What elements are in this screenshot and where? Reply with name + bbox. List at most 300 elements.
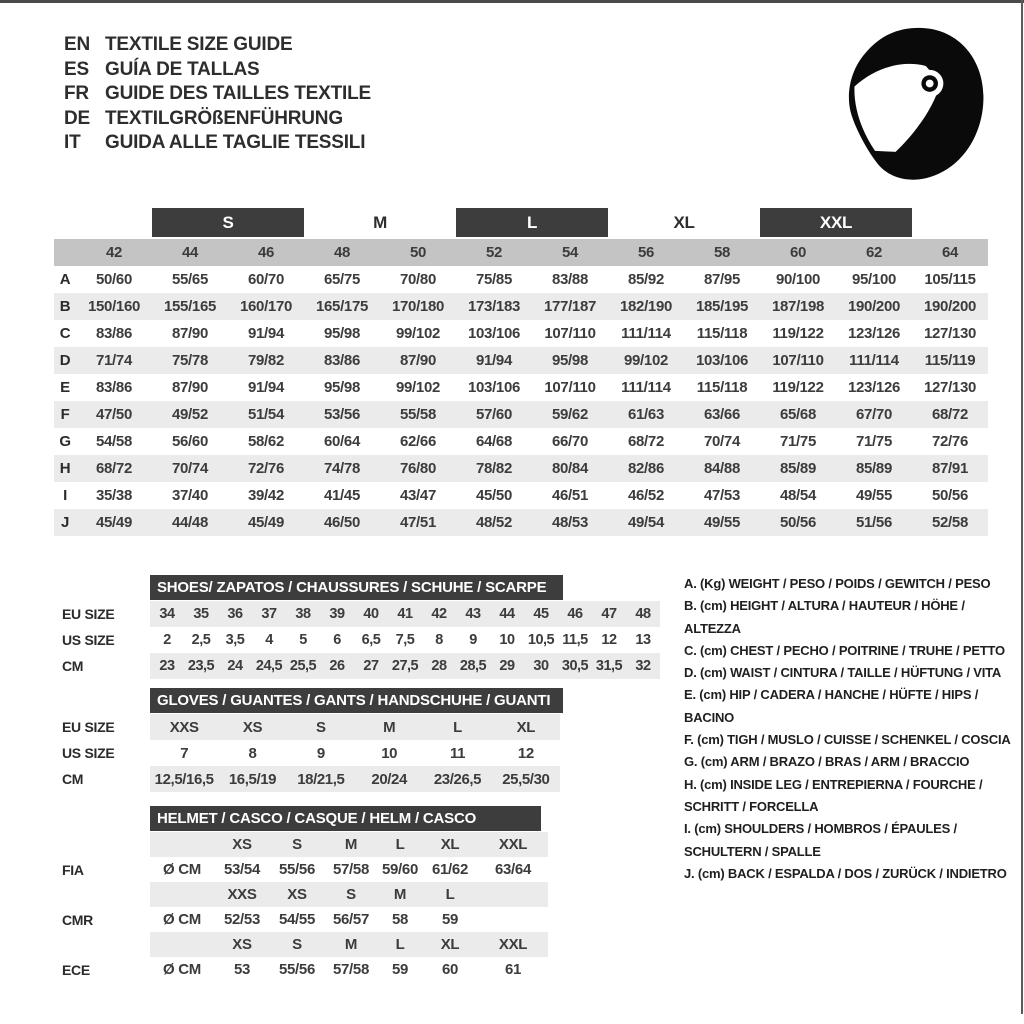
size-value: 85/92 [627, 271, 665, 288]
size-value: 119/122 [772, 379, 824, 396]
size-column-header: 52 [485, 244, 503, 261]
size-column-header: 56 [637, 244, 655, 261]
value-cell: 29 [499, 658, 515, 674]
value-cell: 25,5 [289, 658, 317, 674]
value-cell: 42 [431, 606, 447, 622]
helmet-size-header: XXL [498, 936, 528, 953]
shoes-table-rows [62, 601, 660, 679]
size-value: 49/55 [855, 487, 893, 504]
size-value: 87/95 [703, 271, 741, 288]
size-value: 103/106 [467, 325, 521, 342]
language-code: EN [64, 34, 90, 55]
size-value: 48/52 [475, 514, 513, 531]
table-row [62, 601, 660, 627]
size-value: 155/165 [163, 298, 217, 315]
value-cell: 30,5 [561, 658, 589, 674]
size-column-header: 50 [409, 244, 427, 261]
value-cell: 10 [381, 744, 398, 762]
size-value: 170/180 [391, 298, 445, 315]
helmet-size-value: 52/53 [223, 911, 261, 928]
size-value: 62/66 [399, 433, 437, 450]
size-table-row [54, 509, 988, 536]
size-value: 49/54 [627, 514, 665, 531]
size-value: 78/82 [475, 460, 513, 477]
value-cell: 10 [499, 632, 515, 648]
helmet-table [62, 806, 548, 982]
value-cell: 8 [435, 632, 443, 648]
language-title: TEXTILE SIZE GUIDE [105, 34, 293, 55]
size-value: 74/78 [323, 460, 361, 477]
value-cell: 24 [227, 658, 243, 674]
size-column-header: 64 [941, 244, 959, 261]
size-value: 60/64 [323, 433, 361, 450]
helmet-size-header-row [62, 932, 548, 957]
size-value: 99/102 [395, 325, 441, 342]
value-cell: 16,5/19 [228, 770, 277, 788]
size-value: 83/86 [95, 379, 133, 396]
helmet-size-header: M [344, 836, 358, 853]
value-cell: M [383, 718, 396, 736]
size-value: 55/65 [171, 271, 209, 288]
value-cell: 23 [159, 658, 175, 674]
size-value: 95/100 [851, 271, 897, 288]
size-value: 75/85 [475, 271, 513, 288]
helmet-size-value: 57/58 [332, 861, 370, 878]
spacer-cell [150, 882, 214, 907]
value-cell: XL [516, 718, 536, 736]
unit-cell: Ø CM [163, 961, 201, 978]
helmet-value-row [62, 857, 548, 882]
helmet-size-value: 59 [391, 961, 409, 978]
row-label: CM [62, 771, 84, 787]
size-value: 91/94 [247, 325, 285, 342]
value-cell: 6 [333, 632, 341, 648]
helmet-size-value: 54/55 [278, 911, 316, 928]
size-value: 47/53 [703, 487, 741, 504]
value-cell: 7,5 [395, 632, 415, 648]
helmet-size-header: M [393, 886, 407, 903]
value-cell: 47 [601, 606, 617, 622]
language-row [64, 82, 371, 107]
page-right-border [1021, 0, 1023, 1014]
value-cell: 40 [363, 606, 379, 622]
size-value: 103/106 [695, 352, 749, 369]
value-cell: 20/24 [371, 770, 407, 788]
language-code: IT [64, 132, 81, 154]
size-value: 47/50 [95, 406, 133, 423]
size-value: 75/78 [171, 352, 209, 369]
value-cell: XXS [169, 718, 199, 736]
size-table-row [54, 455, 988, 482]
language-row [64, 58, 371, 83]
helmet-size-header: L [395, 836, 405, 853]
legend-item: B. (cm) HEIGHT / ALTURA / HAUTEUR / HÖHE / ALTEZZA [684, 598, 965, 636]
size-value: 111/114 [621, 325, 671, 342]
value-cell: 39 [329, 606, 345, 622]
value-cell: 2 [163, 632, 171, 648]
value-cell: 6,5 [361, 632, 381, 648]
row-label: E [60, 379, 70, 396]
helmet-size-value: 59/60 [381, 861, 419, 878]
helmet-size-header: L [395, 936, 405, 953]
value-cell: 11,5 [562, 632, 588, 648]
size-value: 45/50 [475, 487, 513, 504]
value-cell: 30 [533, 658, 549, 674]
gloves-table-rows [62, 714, 563, 792]
row-cells [150, 653, 660, 679]
value-cell: 35 [193, 606, 209, 622]
value-cell: XS [242, 718, 263, 736]
size-value: 76/80 [399, 460, 437, 477]
size-value: 53/56 [323, 406, 361, 423]
value-cell: 23,5 [187, 658, 215, 674]
value-cell: 32 [635, 658, 651, 674]
size-value: 79/82 [247, 352, 285, 369]
size-value: 52/58 [931, 514, 969, 531]
helmet-size-header: M [344, 936, 358, 953]
size-value: 107/110 [544, 325, 596, 342]
value-cell: 3,5 [225, 632, 245, 648]
row-cells [150, 766, 560, 792]
row-label: H [59, 460, 71, 477]
row-cells [150, 601, 660, 627]
value-cell: 18/21,5 [297, 770, 345, 788]
helmet-size-value: 61/62 [431, 861, 469, 878]
legend-item: I. (cm) SHOULDERS / HOMBROS / ÉPAULES / SCHULTERN / SPALLE [684, 821, 957, 859]
size-value: 82/86 [627, 460, 665, 477]
size-value: 60/70 [247, 271, 285, 288]
value-cell: 7 [180, 744, 189, 762]
page-top-border [0, 0, 1024, 3]
legend-item: C. (cm) CHEST / PECHO / POITRINE / TRUHE / PETTO [684, 642, 1005, 658]
size-value: 103/106 [467, 379, 521, 396]
value-cell: 34 [159, 606, 175, 622]
value-cell: 25,5/30 [502, 770, 550, 788]
row-label: C [59, 325, 71, 342]
helmet-size-value: 60 [441, 961, 459, 978]
size-value: 90/100 [775, 271, 821, 288]
helmet-size-value: 61 [504, 961, 522, 978]
size-group-s: S [152, 208, 304, 237]
size-value: 71/75 [855, 433, 893, 450]
row-label: D [59, 352, 71, 369]
size-value: 105/115 [924, 271, 976, 288]
row-cells [150, 627, 660, 653]
size-value: 59/62 [551, 406, 589, 423]
helmet-size-header: XXS [227, 886, 257, 903]
value-cell: 27 [363, 658, 379, 674]
row-cells [150, 857, 548, 882]
size-value: 46/52 [627, 487, 665, 504]
size-value: 85/89 [779, 460, 817, 477]
language-row [64, 33, 371, 58]
value-cell: 4 [265, 632, 273, 648]
legend-item: F. (cm) TIGH / MUSLO / CUISSE / SCHENKEL / COSCIA [684, 732, 1011, 748]
size-table-row [54, 293, 988, 320]
size-table-row [54, 320, 988, 347]
size-value: 83/86 [323, 352, 361, 369]
value-cell: 12 [517, 744, 534, 762]
row-label [62, 932, 150, 957]
size-value: 65/75 [323, 271, 361, 288]
size-value: 47/51 [399, 514, 437, 531]
size-column-header: 46 [257, 244, 275, 261]
size-value: 123/126 [847, 325, 901, 342]
size-value: 83/88 [551, 271, 589, 288]
language-title: TEXTILGRÖßENFÜHRUNG [105, 107, 343, 129]
size-value: 99/102 [623, 352, 669, 369]
size-column-header: 48 [333, 244, 351, 261]
helmet-size-header: XS [232, 936, 252, 953]
size-value: 46/50 [323, 514, 361, 531]
size-value: 87/90 [171, 325, 209, 342]
racing-helmet-icon [838, 22, 996, 188]
size-table-row [54, 428, 988, 455]
language-row [64, 107, 371, 132]
value-cell: 37 [261, 606, 277, 622]
size-value: 150/160 [87, 298, 141, 315]
row-label: US SIZE [62, 632, 115, 648]
row-cells [150, 932, 548, 957]
size-value: 95/98 [323, 379, 361, 396]
size-value: 48/54 [779, 487, 817, 504]
size-value: 70/80 [399, 271, 437, 288]
gloves-table [62, 688, 563, 792]
size-table-row [54, 374, 988, 401]
size-value: 55/58 [399, 406, 437, 423]
size-value: 58/62 [247, 433, 285, 450]
helmet-size-value: 56/57 [332, 911, 370, 928]
row-label: EU SIZE [62, 606, 115, 622]
value-cell: 36 [227, 606, 243, 622]
size-value: 43/47 [399, 487, 437, 504]
legend-item: A. (Kg) WEIGHT / PESO / POIDS / GEWITCH / PESO [684, 576, 991, 591]
size-value: 46/51 [551, 487, 589, 504]
value-cell: S [316, 718, 326, 736]
row-cells [150, 714, 560, 740]
size-value: 115/118 [696, 379, 748, 396]
language-title-list [64, 33, 371, 156]
size-value: 107/110 [772, 352, 824, 369]
corner-cell [54, 239, 76, 266]
row-label [62, 832, 150, 857]
size-group-xxl: XXL [760, 208, 912, 237]
shoes-table [62, 575, 660, 679]
value-cell: 28 [431, 658, 447, 674]
size-value: 57/60 [475, 406, 513, 423]
size-value: 95/98 [551, 352, 589, 369]
size-column-header: 60 [789, 244, 807, 261]
helmet-size-value: 58 [391, 911, 409, 928]
table-row [62, 740, 563, 766]
size-value: 72/76 [931, 433, 969, 450]
helmet-table-rows [62, 832, 548, 982]
value-cell: 27,5 [391, 658, 419, 674]
value-cell: 38 [295, 606, 311, 622]
measurement-legend [684, 573, 1020, 885]
row-label: J [60, 514, 70, 531]
legend-item: D. (cm) WAIST / CINTURA / TAILLE / HÜFTUNG / VITA [684, 665, 1002, 681]
row-label: CM [62, 658, 84, 674]
size-value: 68/72 [627, 433, 665, 450]
size-value: 185/195 [695, 298, 749, 315]
value-cell: 24,5 [255, 658, 283, 674]
size-value: 71/74 [95, 352, 133, 369]
helmet-size-header: XL [440, 936, 460, 953]
table-row [62, 653, 660, 679]
value-cell: 2,5 [191, 632, 211, 648]
size-column-header: 44 [181, 244, 199, 261]
size-group-xl: XL [673, 212, 695, 232]
row-label: ECE [62, 961, 90, 978]
row-label: G [59, 433, 71, 450]
helmet-size-header-row [62, 882, 548, 907]
helmet-size-header: XL [440, 836, 460, 853]
size-value: 51/54 [247, 406, 285, 423]
size-column-header: 42 [105, 244, 123, 261]
gloves-table-title: GLOVES / GUANTES / GANTS / HANDSCHUHE / GUANTI [150, 688, 563, 713]
size-value: 68/72 [95, 460, 133, 477]
row-cells [150, 740, 560, 766]
language-title: GUIDA ALLE TAGLIE TESSILI [105, 132, 366, 154]
size-value: 173/183 [467, 298, 521, 315]
row-label: CMR [62, 911, 93, 928]
size-group-row [54, 208, 988, 237]
size-value: 54/58 [95, 433, 133, 450]
table-row [62, 627, 660, 653]
size-value: 41/45 [323, 487, 361, 504]
size-value: 67/70 [855, 406, 893, 423]
size-column-header: 62 [865, 244, 883, 261]
size-table-row [54, 266, 988, 293]
size-value: 190/200 [923, 298, 977, 315]
helmet-size-header: L [445, 886, 455, 903]
size-value: 72/76 [247, 460, 285, 477]
size-table-row [54, 482, 988, 509]
row-label: US SIZE [62, 745, 115, 761]
helmet-table-title: HELMET / CASCO / CASQUE / HELM / CASCO [150, 806, 541, 831]
helmet-size-header: XS [287, 886, 307, 903]
row-cells [150, 882, 548, 907]
size-value: 45/49 [247, 514, 285, 531]
value-cell: 11 [449, 744, 466, 762]
value-cell: 9 [316, 744, 325, 762]
size-value: 190/200 [847, 298, 901, 315]
size-value: 127/130 [923, 325, 977, 342]
size-value: 65/68 [779, 406, 817, 423]
helmet-size-header: S [292, 936, 302, 953]
legend-item: J. (cm) BACK / ESPALDA / DOS / ZURÜCK / INDIETRO [684, 865, 1007, 881]
shoes-table-title: SHOES/ ZAPATOS / CHAUSSURES / SCHUHE / SCARPE [150, 575, 563, 600]
size-value: 123/126 [847, 379, 901, 396]
size-value: 84/88 [703, 460, 741, 477]
value-cell: 12,5/16,5 [154, 770, 214, 788]
size-value: 119/122 [772, 325, 824, 342]
helmet-size-header: XS [232, 836, 252, 853]
value-cell: 28,5 [459, 658, 487, 674]
size-table-row [54, 347, 988, 374]
size-value: 50/60 [95, 271, 133, 288]
size-value: 50/56 [779, 514, 817, 531]
helmet-size-header-row [62, 832, 548, 857]
language-code: FR [64, 83, 89, 105]
row-label: I [63, 487, 67, 504]
value-cell: 43 [465, 606, 481, 622]
size-value: 87/90 [171, 379, 209, 396]
size-value: 87/90 [399, 352, 437, 369]
value-cell: 9 [469, 632, 477, 648]
size-value: 37/40 [171, 487, 209, 504]
helmet-value-row [62, 907, 548, 932]
size-value: 80/84 [551, 460, 589, 477]
helmet-size-header: S [346, 886, 356, 903]
value-cell: 45 [533, 606, 549, 622]
size-value: 83/86 [95, 325, 133, 342]
helmet-size-value: 53 [233, 961, 251, 978]
size-value: 160/170 [239, 298, 293, 315]
size-value: 48/53 [551, 514, 589, 531]
row-label: B [59, 298, 71, 315]
size-value: 127/130 [923, 379, 977, 396]
value-cell: 48 [635, 606, 651, 622]
size-value: 49/52 [171, 406, 209, 423]
size-value: 64/68 [475, 433, 513, 450]
size-header-row [54, 239, 988, 266]
helmet-size-header: XXL [498, 836, 528, 853]
row-label: F [60, 406, 70, 423]
size-column-header: 58 [713, 244, 731, 261]
helmet-size-value: 55/56 [278, 861, 316, 878]
size-value: 115/119 [924, 352, 976, 369]
size-value: 91/94 [247, 379, 285, 396]
size-value: 182/190 [619, 298, 673, 315]
size-value: 49/55 [703, 514, 741, 531]
row-label [62, 882, 150, 907]
size-value: 35/38 [95, 487, 133, 504]
size-value: 91/94 [475, 352, 513, 369]
language-code: DE [64, 107, 90, 129]
value-cell: 13 [635, 632, 651, 648]
helmet-size-value: 59 [441, 911, 459, 928]
size-value: 107/110 [544, 379, 596, 396]
size-value: 99/102 [395, 379, 441, 396]
language-row [64, 131, 371, 156]
size-value: 87/91 [931, 460, 969, 477]
size-table-body [54, 266, 988, 536]
textile-size-table [54, 208, 988, 536]
size-group-m: M [373, 212, 387, 232]
row-cells [150, 907, 548, 932]
table-row [62, 766, 563, 792]
value-cell: 12 [601, 632, 617, 648]
helmet-size-value: 57/58 [332, 961, 370, 978]
helmet-size-header: S [292, 836, 302, 853]
size-value: 56/60 [171, 433, 209, 450]
value-cell: 41 [397, 606, 413, 622]
size-value: 85/89 [855, 460, 893, 477]
size-value: 63/66 [703, 406, 741, 423]
size-value: 187/198 [771, 298, 825, 315]
value-cell: 8 [248, 744, 257, 762]
legend-item: H. (cm) INSIDE LEG / ENTREPIERNA / FOURCHE / SCHRITT / FORCELLA [684, 776, 983, 814]
legend-item: E. (cm) HIP / CADERA / HANCHE / HÜFTE / HIPS / BACINO [684, 687, 979, 725]
size-value: 115/118 [696, 325, 748, 342]
value-cell: 26 [329, 658, 345, 674]
row-label: FIA [62, 861, 84, 878]
unit-cell: Ø CM [163, 861, 201, 878]
spacer-cell [150, 832, 214, 857]
size-value: 70/74 [171, 460, 209, 477]
